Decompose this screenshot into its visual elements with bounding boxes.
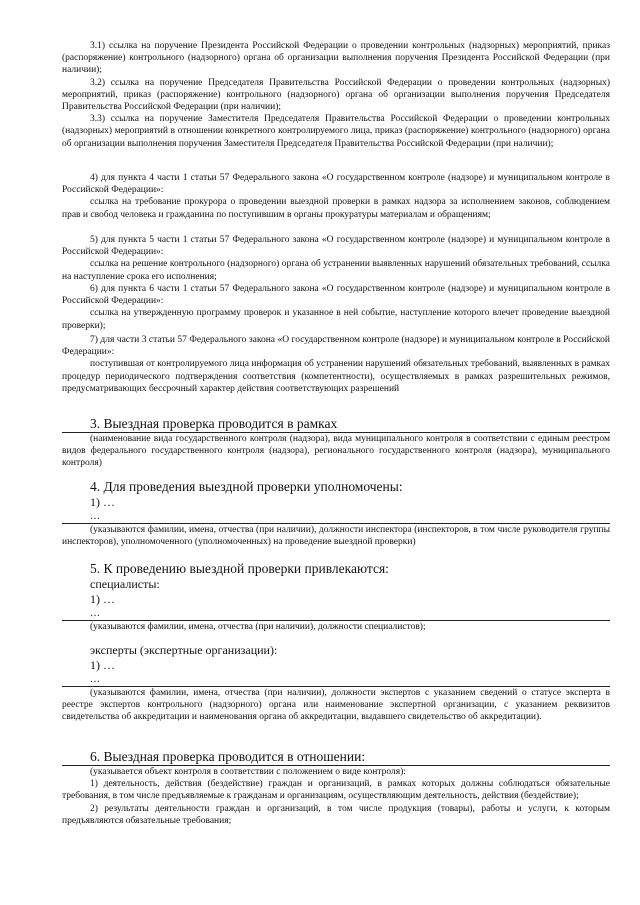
section-6-caption: (указывается объект контроля в соответствии с положением о виде контроля): <box>90 767 406 777</box>
paragraph-4-text: ссылка на требование прокурора о проведении выездной проверки в рамках надзора за исполнением законов, соблюдением прав и свобод человека и гражданина по поступившим в органы прокуратуры материалам и обращениям; <box>62 197 610 220</box>
section-5-heading: 5. К проведению выездной проверки привлекаются: <box>90 561 389 576</box>
section-6-heading: 6. Выездная проверка проводится в отношении: <box>90 749 366 764</box>
paragraph-6-text: ссылка на утвержденную программу проверок и указанное в ней событие, наступление которого влечет проведение выездной проверки); <box>62 308 610 331</box>
paragraph-7-text: поступившая от контролируемого лица информация об устранении нарушений обязательных требований, выявленных в рамках процедур периодического подтверждения соответствия (компетентности), осуществляемых в рамках разрешительных режимов, предусматривающих бессрочный характер действия соответствующих разрешений <box>62 359 610 394</box>
experts-block <box>62 643 610 724</box>
paragraph-7-intro: 7) для части 3 статьи 57 Федерального закона «О государственном контроле (надзоре) и муниципальном контроле в Российской Федерации»: <box>62 335 610 358</box>
paragraph-3-1: 3.1) ссылка на поручение Президента Российской Федерации о проведении контрольных (надзорных) мероприятий, приказ (распоряжение) контрольного (надзорного) органа об организации выполнения поручения Президента Российской Федерации (при наличии); <box>62 41 610 76</box>
experts-field-line <box>62 673 610 687</box>
section-6-field-line <box>62 748 610 766</box>
item-5 <box>62 234 610 283</box>
section-6 <box>62 748 610 827</box>
section-5 <box>62 560 610 633</box>
paragraph-3-2: 3.2) ссылка на поручение Председателя Правительства Российской Федерации о проведении контрольных (надзорных) мероприятий, приказ (распоряжение) контрольного (надзорного) органа об организации выполнения поручения Председателя Правительства Российской Федерации (при наличии); <box>62 77 610 113</box>
paragraph-4-intro: 4) для пункта 4 части 1 статьи 57 Федерального закона «О государственном контроле (надзоре) и муниципальном контроле в Российской Федерации»: <box>62 173 610 196</box>
section-4-heading: 4. Для проведения выездной проверки уполномочены: <box>90 479 403 494</box>
section-4 <box>62 478 610 548</box>
item-4 <box>62 172 610 221</box>
paragraph-3-3: 3.3) ссылка на поручение Заместителя Председателя Правительства Российской Федерации о проведении контрольных (надзорных) мероприятий в отношении конкретного контролируемого лица, приказ (распоряжение) контрольного (надзорного) органа об организации выполнения поручения Заместителя Председателя Правительства Российской Федерации (при наличии); <box>62 114 610 149</box>
item-6 <box>62 283 610 332</box>
specialists-field-line <box>62 607 610 621</box>
experts-label: эксперты (экспертные организации): <box>90 643 278 657</box>
section-4-line-2: … <box>90 511 100 522</box>
paragraph-5-text: ссылка на решение контрольного (надзорного) органа об устранении выявленных нарушений обязательных требований, ссылка на наступление срока его исполнения; <box>62 259 610 282</box>
specialists-line-2: … <box>90 608 100 619</box>
item-7 <box>62 334 610 395</box>
section-3 <box>62 415 610 470</box>
section-3-heading: 3. Выездная проверка проводится в рамках <box>90 416 338 431</box>
experts-line-2: … <box>90 674 100 685</box>
experts-caption: (указываются фамилии, имена, отчества (при наличии), должности экспертов с указанием сведений о статусе эксперта в реестре экспертов контрольного (надзорного) органа или наименование экспертной организации, с указанием реквизитов свидетельства об аккредитации и наименования органа об аккредитации, выдавшего свидетельство об аккредитации). <box>62 688 610 723</box>
section-6-paragraph-2: 2) результаты деятельности граждан и организаций, в том числе продукция (товары), работы и услуги, к которым предъявляются обязательные требования; <box>62 803 610 826</box>
specialists-label: специалисты: <box>90 577 160 591</box>
section-4-caption: (указываются фамилии, имена, отчества (при наличии), должности инспектора (инспекторов, в том числе руководителя группы инспекторов), уполномоченного (уполномоченных) на проведение выездной проверки) <box>62 525 610 548</box>
top-paragraphs <box>62 40 610 150</box>
section-6-paragraph-1: 1) деятельность, действия (бездействие) граждан и организаций, в рамках которых должны соблюдаться обязательные требования, в том числе предъявляемые к гражданам и организациям, осуществляющим деятельность, действия (бездействие); <box>62 779 610 802</box>
experts-line-1: 1) … <box>90 658 115 672</box>
section-3-field-line <box>62 415 610 433</box>
specialists-line-1: 1) … <box>90 592 115 606</box>
specialists-caption: (указываются фамилии, имена, отчества (при наличии), должности специалистов); <box>90 622 426 632</box>
section-4-line-1: 1) … <box>90 495 115 509</box>
section-4-field-line <box>62 510 610 524</box>
section-3-caption: (наименование вида государственного контроля (надзора), вида муниципального контроля в соответствии с единым реестром видов федерального государственного контроля (надзора), регионального государственного контроля (надзора), муниципального контроля) <box>62 434 610 469</box>
paragraph-5-intro: 5) для пункта 5 части 1 статьи 57 Федерального закона «О государственном контроле (надзоре) и муниципальном контроле в Российской Федерации»: <box>62 235 610 258</box>
paragraph-6-intro: 6) для пункта 6 части 1 статьи 57 Федерального закона «О государственном контроле (надзоре) и муниципальном контроле в Российской Федерации»: <box>62 284 610 307</box>
